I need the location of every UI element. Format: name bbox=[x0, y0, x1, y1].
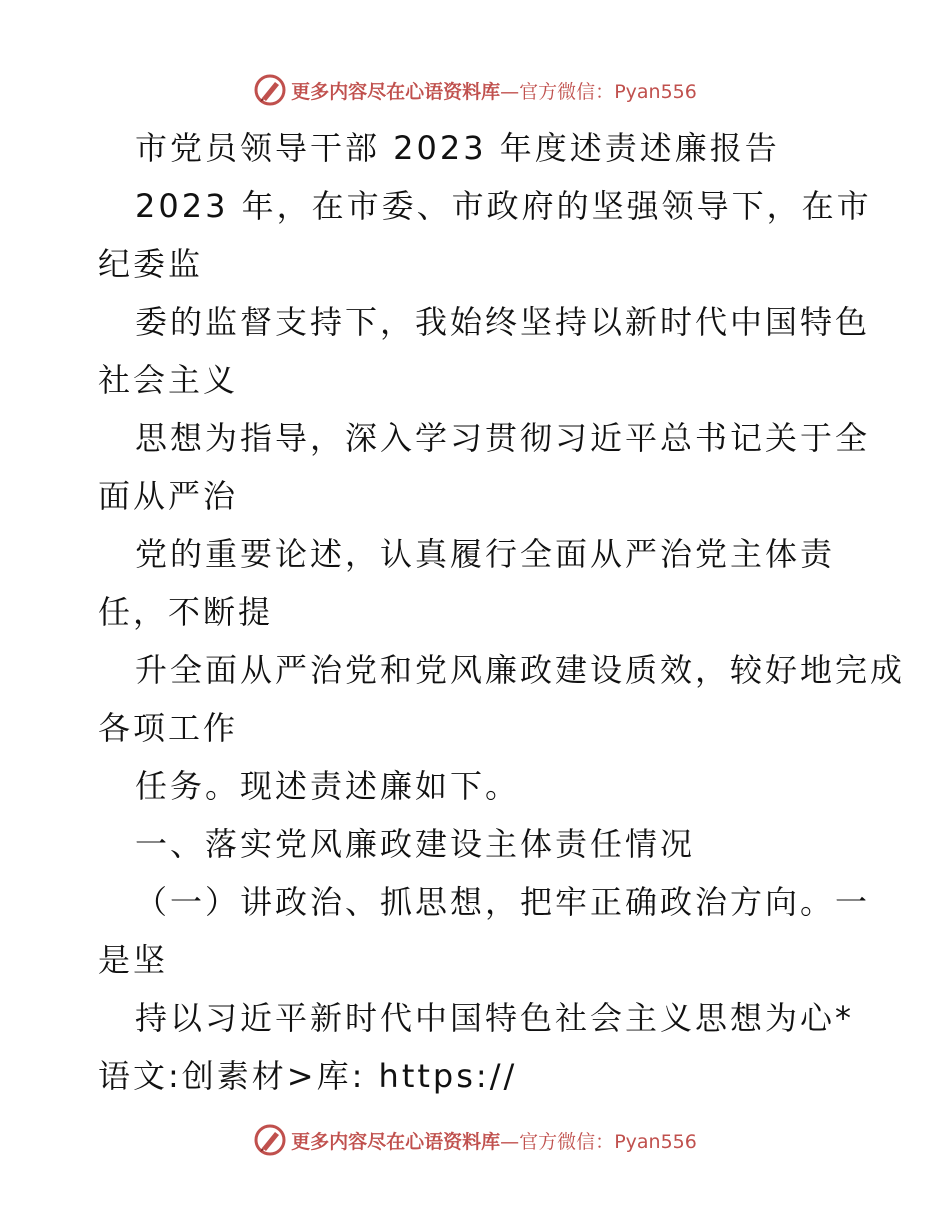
document-title: 市党员领导干部 2023 年度述责述廉报告 bbox=[135, 129, 780, 167]
pen-logo-icon bbox=[253, 1123, 287, 1157]
paragraph-line: 纪委监 bbox=[98, 245, 204, 283]
watermark-suffix: 官方微信： bbox=[519, 80, 615, 103]
watermark-handle: Pyan556 bbox=[614, 80, 697, 103]
paragraph-line: 各项工作 bbox=[98, 709, 239, 747]
section-heading: 一、落实党风廉政建设主体责任情况 bbox=[135, 825, 696, 863]
watermark-banner-bottom bbox=[0, 1120, 950, 1160]
watermark-dash: — bbox=[500, 1130, 520, 1153]
paragraph-line: 社会主义 bbox=[98, 361, 239, 399]
watermark-text bbox=[291, 1127, 697, 1154]
paragraph-line: 持以习近平新时代中国特色社会主义思想为心* bbox=[135, 999, 855, 1037]
paragraph-line: 任务。现述责述廉如下。 bbox=[135, 767, 521, 805]
subsection-heading: （一）讲政治、抓思想，把牢正确政治方向。一 bbox=[135, 883, 871, 921]
paragraph-line: 面从严治 bbox=[98, 477, 239, 515]
paragraph-line: 升全面从严治党和党风廉政建设质效，较好地完成 bbox=[135, 651, 906, 689]
paragraph-line: 委的监督支持下，我始终坚持以新时代中国特色 bbox=[135, 303, 871, 341]
paragraph-line: 党的重要论述，认真履行全面从严治党主体责 bbox=[135, 535, 836, 573]
paragraph-line: 语文:创素材>库: https:// bbox=[98, 1057, 518, 1095]
paragraph-line: 是坚 bbox=[98, 941, 169, 979]
watermark-handle: Pyan556 bbox=[614, 1130, 697, 1153]
paragraph-line: 任，不断提 bbox=[98, 593, 274, 631]
watermark-suffix: 官方微信： bbox=[519, 1130, 615, 1153]
paragraph-line: 2023 年，在市委、市政府的坚强领导下，在市 bbox=[135, 187, 872, 225]
paragraph-line: 思想为指导，深入学习贯彻习近平总书记关于全 bbox=[135, 419, 871, 457]
watermark-dash: — bbox=[500, 80, 520, 103]
watermark-brand: 更多内容尽在心语资料库 bbox=[291, 80, 501, 103]
watermark-brand: 更多内容尽在心语资料库 bbox=[291, 1130, 501, 1153]
